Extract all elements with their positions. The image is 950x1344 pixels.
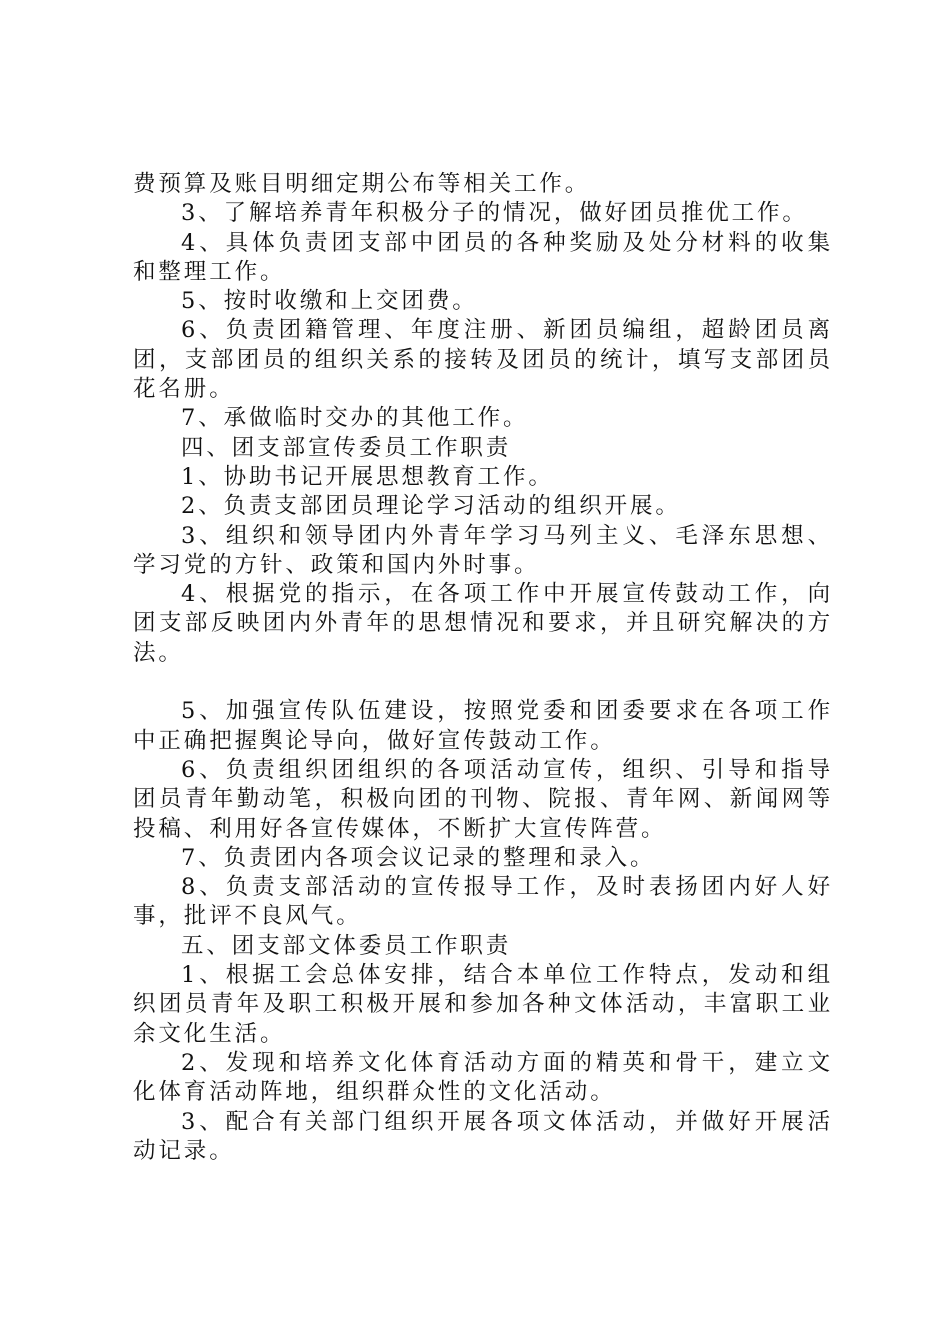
paragraph: 3、组织和领导团内外青年学习马列主义、毛泽东思想、学习党的方针、政策和国内外时事。 [133, 522, 833, 578]
paragraph: 费预算及账目明细定期公布等相关工作。 [133, 171, 591, 197]
blank-line [133, 668, 833, 697]
paragraph: 1、根据工会总体安排，结合本单位工作特点，发动和组织团员青年及职工积极开展和参加各种文体活动，丰富职工业余文化生活。 [133, 962, 833, 1047]
paragraph: 1、协助书记开展思想教育工作。 [181, 463, 554, 490]
paragraph: 2、负责支部团员理论学习活动的组织开展。 [181, 493, 681, 520]
document-body [133, 170, 833, 1166]
paragraph: 7、承做临时交办的其他工作。 [181, 405, 529, 432]
paragraph: 7、负责团内各项会议记录的整理和录入。 [181, 844, 656, 871]
paragraph: 4、根据党的指示，在各项工作中开展宣传鼓动工作，向团支部反映团内外青年的思想情况和要求，并且研究解决的方法。 [133, 581, 833, 666]
paragraph: 2、发现和培养文化体育活动方面的精英和骨干，建立文化体育活动阵地，组织群众性的文化活动。 [133, 1049, 833, 1106]
paragraph: 8、负责支部活动的宣传报导工作，及时表扬团内好人好事，批评不良风气。 [133, 874, 833, 930]
paragraph: 5、按时收缴和上交团费。 [181, 288, 478, 315]
paragraph: 3、了解培养青年积极分子的情况，做好团员推优工作。 [181, 200, 808, 227]
paragraph: 6、负责组织团组织的各项活动宣传，组织、引导和指导团员青年勤动笔，积极向团的刊物、院报、青年网、新闻网等投稿、利用好各宣传媒体，不断扩大宣传阵营。 [133, 756, 833, 842]
section-heading: 四、团支部宣传委员工作职责 [181, 434, 512, 461]
paragraph: 5、加强宣传队伍建设，按照党委和团委要求在各项工作中正确把握舆论导向，做好宣传鼓动工作。 [133, 698, 833, 754]
paragraph: 4、具体负责团支部中团员的各种奖励及处分材料的收集和整理工作。 [133, 229, 833, 285]
section-heading: 五、团支部文体委员工作职责 [181, 932, 512, 959]
paragraph: 3、配合有关部门组织开展各项文体活动，并做好开展活动记录。 [133, 1108, 833, 1164]
paragraph: 6、负责团籍管理、年度注册、新团员编组，超龄团员离团，支部团员的组织关系的接转及团员的统计，填写支部团员花名册。 [133, 317, 833, 403]
